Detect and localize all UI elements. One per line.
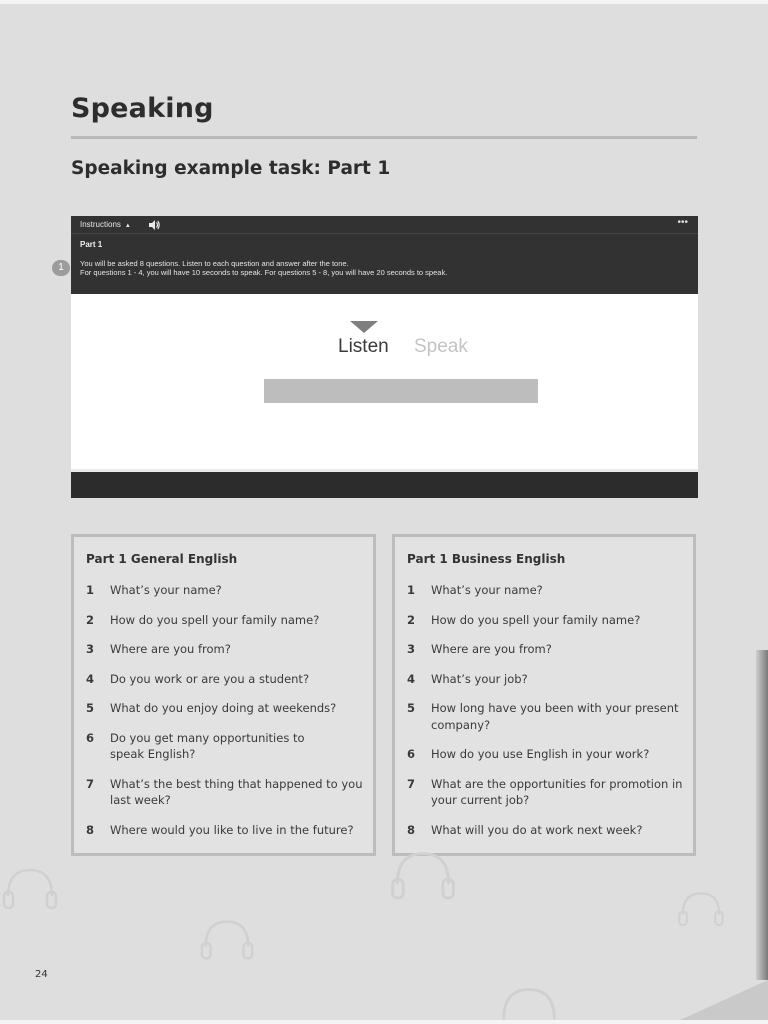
question-text: Do you get many opportunities to speak English? [110, 730, 305, 761]
question-item [407, 671, 685, 688]
headset-decoration-icon [494, 978, 564, 1024]
question-text: How do you spell your family name? [110, 612, 320, 627]
box-title: Part 1 General English [86, 552, 238, 566]
question-number: 4 [86, 671, 95, 686]
question-number: 1 [86, 583, 95, 597]
listen-label: Listen [338, 336, 389, 357]
page-top-edge [0, 0, 768, 4]
question-item [407, 582, 685, 599]
question-item [407, 641, 685, 658]
photo-edge-strip [756, 650, 768, 980]
question-number: 2 [86, 612, 95, 627]
panel-divider [71, 233, 698, 234]
headset-decoration-icon [0, 860, 60, 920]
business-english-box [392, 534, 696, 856]
question-item [407, 612, 685, 629]
page-number: 24 [35, 969, 48, 980]
question-number: 4 [407, 671, 416, 686]
question-text: How do you spell your family name? [431, 612, 641, 627]
question-item [407, 776, 685, 809]
bottom-bar [71, 472, 698, 498]
progress-bar [264, 379, 538, 403]
question-text: Where are you from? [431, 642, 552, 656]
question-number: 8 [407, 822, 416, 837]
question-number: 3 [407, 642, 416, 656]
progress-fill [264, 379, 538, 403]
headset-decoration-icon [388, 842, 458, 912]
question-item [407, 746, 685, 763]
question-item [86, 730, 365, 763]
question-item [86, 671, 365, 688]
question-item [86, 612, 365, 629]
question-text: Where are you from? [110, 642, 231, 656]
question-text: Where would you like to live in the future? [110, 822, 354, 837]
question-text: How do you use English in your work? [431, 747, 650, 761]
question-text: What do you enjoy doing at weekends? [110, 701, 337, 715]
question-item [86, 700, 365, 717]
question-number: 5 [86, 701, 95, 715]
question-text: What are the opportunities for promotion in your current job? [431, 776, 683, 807]
general-english-box [71, 534, 376, 856]
question-number: 2 [407, 612, 416, 627]
instructions-button[interactable] [80, 220, 131, 229]
speak-label: Speak [414, 336, 468, 357]
title-divider [71, 136, 697, 139]
instruction-text-1: You will be asked 8 questions. Listen to each question and answer after the tone. [80, 259, 349, 268]
more-icon[interactable]: ••• [677, 217, 688, 228]
question-item [86, 582, 365, 599]
question-text: What’s your name? [431, 583, 543, 597]
question-number: 6 [86, 730, 95, 745]
question-number: 7 [86, 776, 95, 791]
instructions-panel [71, 216, 698, 294]
question-text: What’s your job? [431, 671, 528, 686]
part-label: Part 1 [80, 240, 103, 249]
question-number: 1 [407, 583, 416, 597]
test-screen [58, 216, 698, 498]
section-subtitle: Speaking example task: Part 1 [71, 158, 391, 179]
question-number: 3 [86, 642, 95, 656]
question-item [86, 641, 365, 658]
question-number: 8 [86, 822, 95, 837]
question-number: 7 [407, 776, 416, 791]
question-list [407, 582, 685, 838]
question-text: How long have you been with your present company? [431, 701, 679, 732]
question-number: 6 [407, 747, 416, 761]
headset-decoration-icon [198, 912, 256, 970]
question-text: What’s the best thing that happened to you last week? [110, 776, 363, 807]
box-title: Part 1 Business English [407, 552, 566, 566]
instructions-label: Instructions [80, 220, 121, 229]
caret-up-icon: ▲ [124, 223, 131, 229]
question-text: Do you work or are you a student? [110, 671, 310, 686]
speaker-icon[interactable] [148, 219, 160, 231]
instruction-text-2: For questions 1 - 4, you will have 10 seconds to speak. For questions 5 - 8, you will have 20 seconds to speak. [80, 268, 448, 277]
headset-decoration-icon [676, 885, 726, 935]
question-text: What’s your name? [110, 583, 222, 597]
page-bottom-edge [0, 1020, 768, 1024]
question-number: 5 [407, 701, 416, 715]
page-title: Speaking [71, 93, 214, 124]
question-item [407, 822, 685, 839]
callout-marker: 1 [52, 260, 70, 276]
question-item [86, 822, 365, 839]
listen-indicator-icon [350, 321, 378, 333]
question-text: What will you do at work next week? [431, 822, 643, 837]
question-list [86, 582, 365, 838]
question-item [86, 776, 365, 809]
corner-band [680, 980, 768, 1020]
question-item [407, 700, 685, 733]
